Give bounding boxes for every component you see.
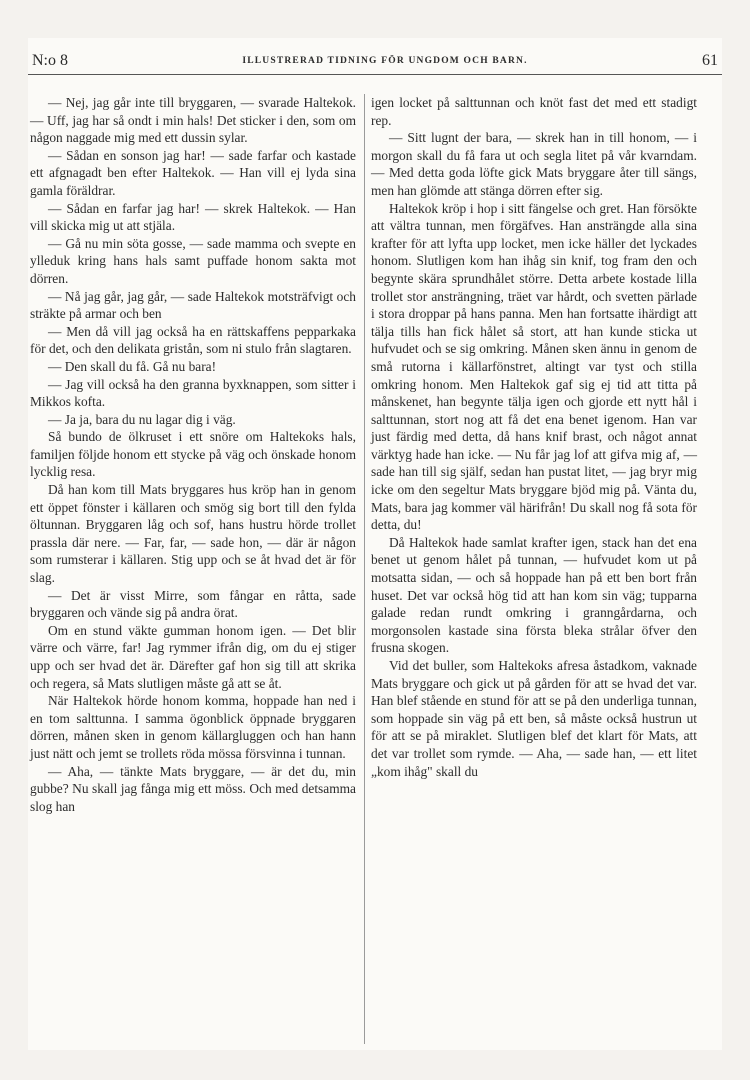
paragraph: — Aha, — tänkte Mats bryggare, — är det du, min gubbe? Nu skall jag fånga mig ett möss. Och med detsamma slog han xyxy=(30,763,356,814)
paragraph: — Nej, jag går inte till bryggaren, — svarade Haltekok. — Uff, jag har så ondt i min hals! Det sticker i den, som om någon naggade mig med ett dussin sylar. xyxy=(30,95,356,146)
magazine-page xyxy=(28,38,722,1050)
page-number: 61 xyxy=(701,52,718,69)
paragraph: igen locket på salttunnan och knöt fast det med ett stadigt rep. xyxy=(371,95,697,128)
paragraph: Så bundo de ölkruset i ett snöre om Haltekoks hals, familjen följde honom ett stycke på väg och önskade honom lycklig resa. xyxy=(30,429,356,480)
paragraph: — Jag vill också ha den granna byxknappen, som sitter i Mikkos kofta. xyxy=(30,376,356,410)
text-column-left xyxy=(30,94,356,815)
text-column-right xyxy=(371,94,697,780)
paragraph: — Men då vill jag också ha en rättskaffens pepparkaka för det, och den delikata gristån, som ni stulo från slagtaren. xyxy=(30,323,356,357)
issue-number: N:o 8 xyxy=(32,52,68,69)
paragraph: — Sådan en farfar jag har! — skrek Haltekok. — Han vill skicka mig ut att stjäla. xyxy=(30,200,356,234)
paragraph: — Den skall du få. Gå nu bara! xyxy=(48,358,217,374)
paragraph: När Haltekok hörde honom komma, hoppade han ned i en tom salttunna. I samma ögonblick öppnade bryggaren dörren, månen sken in genom källargluggen och han hann just nätt och jemt se trollets röda mössa försvinna i tunnan. xyxy=(30,693,356,761)
paragraph: Haltekok kröp i hop i sitt fängelse och gret. Han försökte att vältra tunnan, men förgäfves. Han ansträngde alla sina krafter för att lyfta upp locket, men icke häller det lyckades honom. Slutligen kom han ihåg sin knif, tog fram den och begynte skära sprundhålet större. Detta arbete kostade lilla trollet stor ansträngning, träet var hårdt, och svetten pärlade i stora droppar på hans panna. Men han fortsatte ihärdigt att tälja tills han fick hålet så stort, att han kunde sticka ut hufvudet och se sig omkring. Månen sken ännu in genom de små rutorna i källarfönstret, altingt var tyst och stilla omkring honom. Men Haltekok gaf sig ej tid att titta på månskenet, han begynte tälja igen och gjorde ett nytt hål i salttunnan, stort nog att få det ena benet igenom. Han var just färdig med detta, då hans knif brast, och något annat värktyg hade han icke. — Nu får jag lof att gifva mig af, — sade han till sig själf, sedan han pustat litet, — jag bryr mig icke om den segeltur Mats bryggare bjöd mig på. Vänta du, Mats, bara jag kommer väl härifrån! Du skall nog få sota för detta, du! xyxy=(371,200,697,533)
paragraph: — Gå nu min söta gosse, — sade mamma och svepte en ylleduk kring hans hals samt puffade honom sakta mot dörren. xyxy=(30,235,356,286)
paragraph: — Ja ja, bara du nu lagar dig i väg. xyxy=(48,411,236,427)
paragraph: — Sådan en sonson jag har! — sade farfar och kastade ett afgnagadt ben efter Haltekok. — Han vill ej lyda sina gamla föräldrar. xyxy=(30,147,356,198)
paragraph: — Det är visst Mirre, som fångar en råtta, sade bryggaren och vände sig på andra örat. xyxy=(30,587,356,621)
paragraph: Vid det buller, som Haltekoks afresa åstadkom, vaknade Mats bryggare och gick ut på gården för att se hvad det var. Han blef stående en stund för att se på den underliga tunnan, som hoppade sin väg på ett ben, så måste också hustrun ut för att se på miraklet. Slutligen blef det klart för Mats, att det var trollet som rymde. — Aha, — sade han, — ett litet „kom ihåg" skall du xyxy=(371,658,697,779)
paragraph: — Nå jag går, jag går, — sade Haltekok motsträfvigt och sträkte på armar och ben xyxy=(30,288,356,322)
publication-title: ILLUSTRERAD TIDNING FÖR UNGDOM OCH BARN. xyxy=(242,56,528,66)
paragraph: Då han kom till Mats bryggares hus kröp han in genom ett öppet fönster i källaren och smög sig bort till den fylda öltunnan. Bryggaren låg och sof, hans hustru hörde trollet prassla där nere. — Far, far, — sade hon, — där är någon som rumsterar i källaren. Stig upp och se åt hvad det är för slag. xyxy=(30,482,356,586)
header-rule xyxy=(28,74,722,75)
page-header xyxy=(28,50,722,72)
paragraph: — Sitt lugnt der bara, — skrek han in till honom, — i morgon skall du få fara ut och segla litet på vår kvarndam. — Med detta goda löfte gick Mats bryggare åter till sängs, men han glömde att stänga dörren efter sig. xyxy=(371,130,697,198)
column-divider xyxy=(364,94,365,1044)
paragraph: Om en stund väkte gumman honom igen. — Det blir värre och värre, far! Jag rymmer ifrån dig, om du ej stiger upp och ser hvad det är. Därefter gaf hon sig till att skrika och regera, så Mats slutligen måste gå att se åt. xyxy=(30,622,356,691)
paragraph: Då Haltekok hade samlat krafter igen, stack han det ena benet ut genom hålet på tunnan, — hufvudet kom ut på motsatta sidan, — och så hoppade han på ett ben bort från huset. Det var också hög tid att han kom sin väg; tupparna galade redan rundt omkring i granngårdarna, och morgonsolen kastade sina första bleka strålar öfver den frusna skogen. xyxy=(371,534,697,656)
